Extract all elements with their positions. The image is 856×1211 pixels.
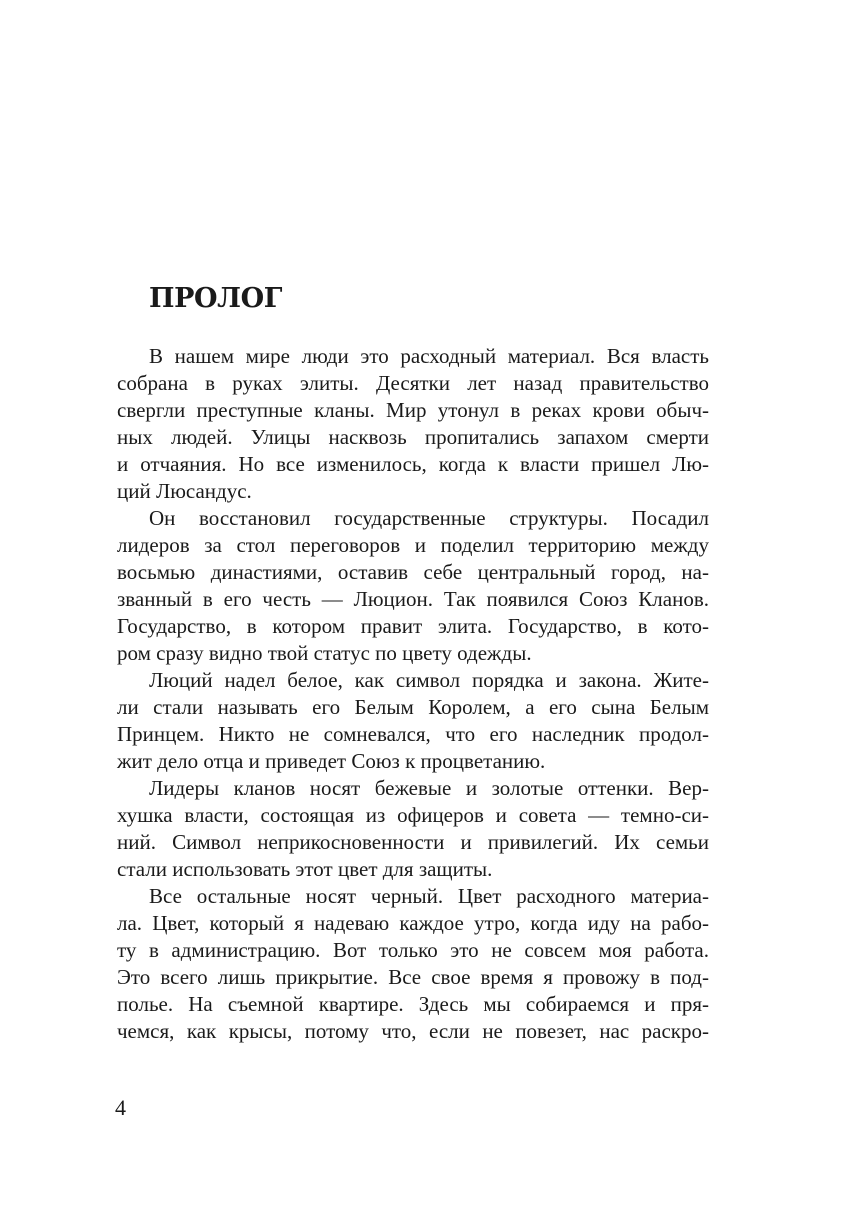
text-line: Принцем. Никто не сомневался, что его наследник продол- bbox=[117, 722, 709, 746]
body-text bbox=[117, 343, 709, 1045]
text-line: ных людей. Улицы насквозь пропитались запахом смерти bbox=[117, 425, 709, 449]
text-line: Это всего лишь прикрытие. Все свое время я провожу в под- bbox=[117, 965, 709, 989]
text-line: Лидеры кланов носят бежевые и золотые оттенки. Вер- bbox=[149, 776, 709, 800]
text-line: Он восстановил государственные структуры. Посадил bbox=[149, 506, 709, 530]
text-line: ций Люсандус. bbox=[117, 479, 252, 503]
text-line: званный в его честь — Люцион. Так появился Союз Кланов. bbox=[117, 587, 709, 611]
text-line: ли стали называть его Белым Королем, а его сына Белым bbox=[117, 695, 709, 719]
text-line: Государство, в котором правит элита. Государство, в кото- bbox=[117, 614, 709, 638]
text-line: ла. Цвет, который я надеваю каждое утро, когда иду на рабо- bbox=[117, 911, 709, 935]
text-line: собрана в руках элиты. Десятки лет назад правительство bbox=[117, 371, 709, 395]
text-line: восьмью династиями, оставив себе центральный город, на- bbox=[117, 560, 709, 584]
text-line: хушка власти, состоящая из офицеров и совета — темно-си- bbox=[117, 803, 709, 827]
text-line: ний. Символ неприкосновенности и привилегий. Их семьи bbox=[117, 830, 709, 854]
text-line: чемся, как крысы, потому что, если не повезет, нас раскро- bbox=[117, 1019, 709, 1043]
text-line: полье. На съемной квартире. Здесь мы собираемся и пря- bbox=[117, 992, 709, 1016]
text-line: ту в администрацию. Вот только это не совсем моя работа. bbox=[117, 938, 709, 962]
text-line: В нашем мире люди это расходный материал. Вся власть bbox=[149, 344, 709, 368]
text-line: Люций надел белое, как символ порядка и закона. Жите- bbox=[149, 668, 709, 692]
text-line: лидеров за стол переговоров и поделил территорию между bbox=[117, 533, 709, 557]
text-line: жит дело отца и приведет Союз к процветанию. bbox=[117, 749, 546, 773]
page-number: 4 bbox=[115, 1095, 126, 1120]
text-line: ром сразу видно твой статус по цвету одежды. bbox=[117, 641, 532, 665]
text-line: Все остальные носят черный. Цвет расходного материа- bbox=[149, 884, 709, 908]
text-line: стали использовать этот цвет для защиты. bbox=[117, 857, 493, 881]
text-line: и отчаяния. Но все изменилось, когда к власти пришел Лю- bbox=[117, 452, 709, 476]
chapter-title: ПРОЛОГ bbox=[149, 283, 282, 314]
text-line: свергли преступные кланы. Мир утонул в реках крови обыч- bbox=[117, 398, 709, 422]
